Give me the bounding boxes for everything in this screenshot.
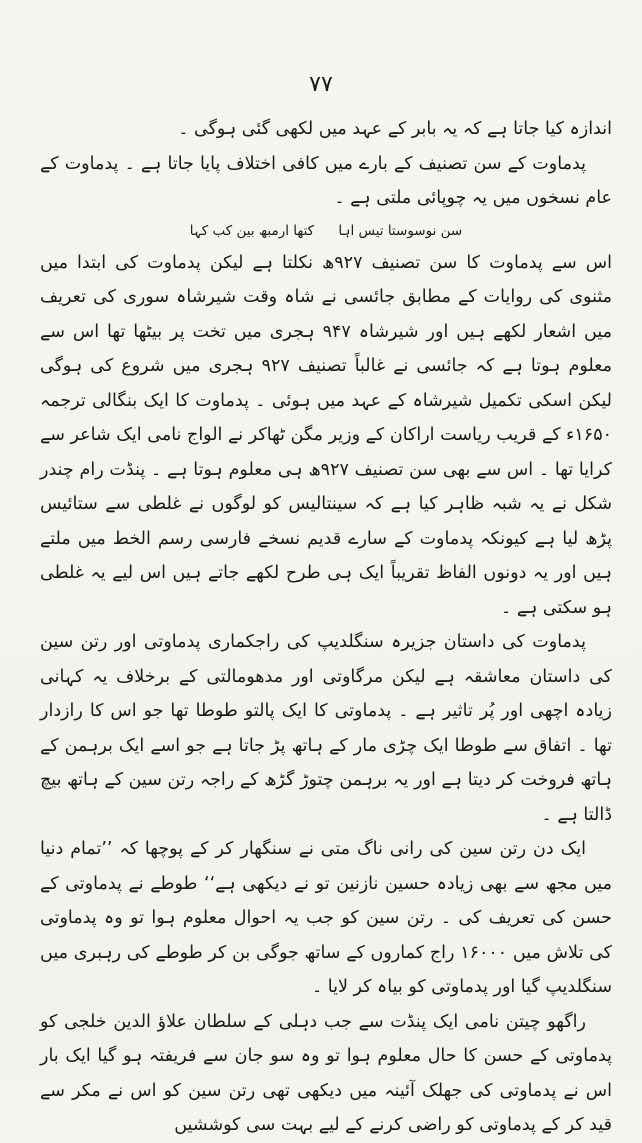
page-body: [40, 112, 612, 1143]
paragraph-4: پدماوت کی داستان جزیرہ سنگلدیپ کی راجکماری پدماوتی اور رتن سین کی داستان معاشقہ ہے لیکن مرگاوتی اور مدھومالتی کے برخلاف یہ کہانی زیادہ اچھی اور پُر تاثیر ہے ۔ پدماوتی کا ایک پالتو طوطا تھا جو اس کا رازدار تھا ۔ اتفاق سے طوطا ایک چڑی مار کے ہاتھ پڑ جاتا ہے جو اسے ایک برہمن کے ہاتھ فروخت کر دیتا ہے اور یہ برہمن چتوڑ گڑھ کے راجہ رتن سین کے ہاتھ بیچ ڈالتا ہے ۔: [40, 632, 612, 825]
paragraph-6: راگھو چیتن نامی ایک پنڈت سے جب دہلی کے سلطان علاؤ الدین خلجی کو پدماوتی کے حسن کا حال معلوم ہوا تو وہ سو جان سے فریفتہ ہو گیا ایک بار اس نے پدماوتی کی جھلک آئینہ میں دیکھی تھی رتن سین کو اس نے مکر سے قید کر کے پدماوتی کو راضی کرنے کے لیے بہت سی کوششیں: [40, 1011, 612, 1135]
paragraph-2: پدماوت کے سن تصنیف کے بارے میں کافی اختلاف پایا جاتا ہے ۔ پدماوت کے عام نسخوں میں یہ چوپائی ملتی ہے ۔: [40, 153, 612, 208]
page-number: ۷۷: [309, 72, 333, 97]
paragraph-1: اندازہ کیا جاتا ہے کہ یہ بابر کے عہد میں لکھی گئی ہوگی ۔: [178, 119, 612, 139]
verse-line-1: سن نوسوستا تیس اہا: [338, 222, 463, 239]
paragraph-5: ایک دن رتن سین کی رانی ناگ متی نے سنگھار کر کے پوچھا کہ ’’تمام دنیا میں مجھ سے بھی زیادہ حسین نازنین تو نے دیکھی ہے‘‘ طوطے نے پدماوتی کے حسن کی تعریف کی ۔ رتن سین کو جب یہ احوال معلوم ہوا تو وہ پدماوتی کی تلاش میں ۱۶۰۰۰ راج کماروں کے ساتھ جوگی بن کر طوطے کی رہبری میں سنگلدیپ گیا اور پدماوتی کو بیاہ کر لایا ۔: [40, 839, 612, 997]
verse: [40, 216, 612, 246]
verse-line-2: کتھا ارمبھ بین کب کہا: [189, 222, 315, 239]
paragraph-3: اس سے پدماوت کا سن تصنیف ۹۲۷ھ نکلتا ہے لیکن پدماوت کی ابتدا میں مثنوی کی روایات کے مطابق جائسی نے شاہ وقت شیرشاہ سوری کی تعریف میں اشعار لکھے ہیں اور شیرشاہ ۹۴۷ ہجری میں تخت پر بیٹھا تھا اس سے معلوم ہوتا ہے کہ جائسی نے غالباً تصنیف ۹۲۷ ہجری میں شروع کی ہوگی لیکن اسکی تکمیل شیرشاہ کے عہد میں ہوئی ۔ پدماوت کا ایک بنگالی ترجمہ ۱۶۵۰ء کے قریب ریاست اراکان کے وزیر مگن ٹھاکر نے الواج نامی ایک شاعر سے کرایا تھا ۔ اس سے بھی سن تصنیف ۹۲۷ھ ہی معلوم ہوتا ہے ۔ پنڈت رام چندر شکل نے یہ شبہ ظاہر کیا ہے کہ سینتالیس کو لوگوں نے غلطی سے ستائیس پڑھ لیا ہے کیونکہ پدماوت کے سارے قدیم نسخے فارسی رسم الخط میں ملتے ہیں اور یہ دونوں الفاظ تقریباً ایک ہی طرح لکھے جاتے ہیں اس لیے یہ غلطی ہو سکتی ہے ۔: [40, 252, 613, 618]
